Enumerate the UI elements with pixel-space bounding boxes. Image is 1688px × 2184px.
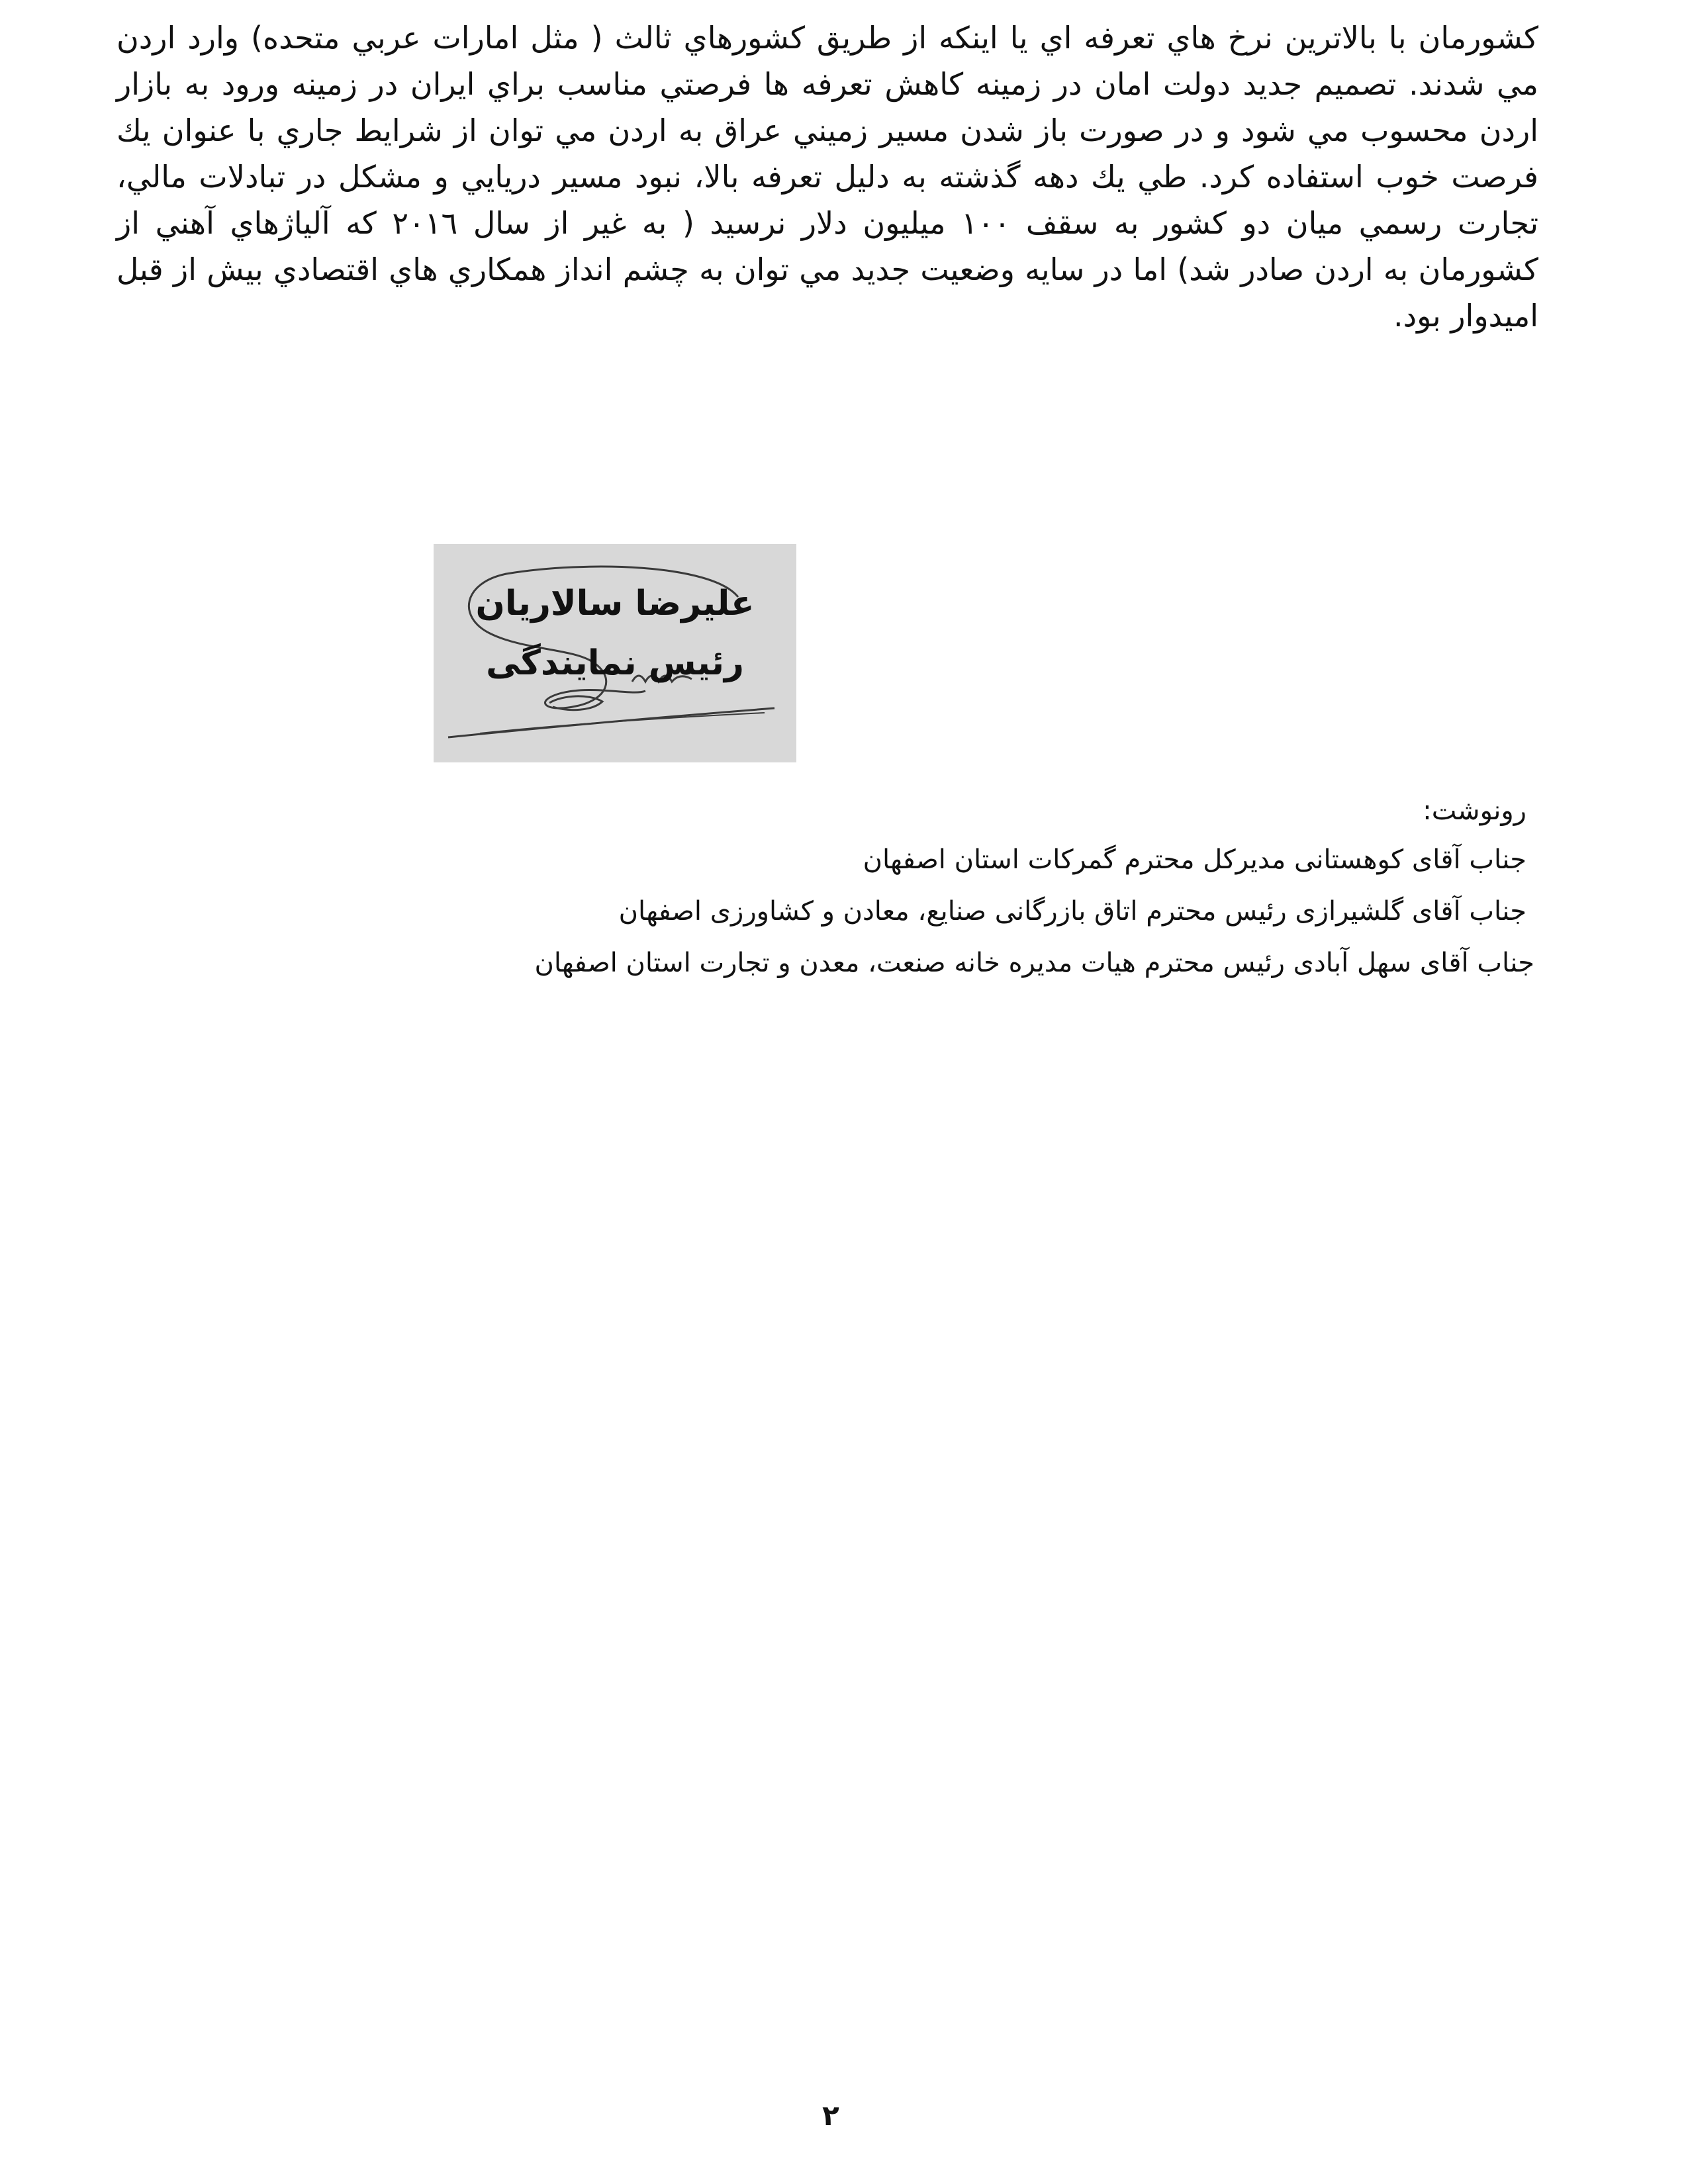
signatory-name: علیرضا سالاریان [475,584,755,623]
body-line: فرصت خوب استفاده كرد. طي يك دهه گذشته به دليل تعرفه بالا، نبود مسير دريايي و مشكل در تبادلات مالي، [117,159,1538,195]
cc-list [534,788,1534,989]
page-number: ٢ [822,2099,839,2132]
signature-block [434,544,796,762]
body-line: اميدوار بود. [1393,298,1538,334]
cc-item: جناب آقای سهل آبادی رئیس محترم هیات مدیره خانه صنعت، معدن و تجارت استان اصفهان [534,948,1534,978]
body-line: تجارت رسمي ميان دو كشور به سقف ١٠٠ ميليون دلار نرسيد ( به غير از سال ٢٠١٦ كه آلياژهاي آهني از [117,205,1538,241]
cc-item: جناب آقای گلشیرازی رئیس محترم اتاق بازرگانی صنایع، معادن و کشاورزی اصفهان [618,896,1526,927]
signatory-title: رئیس نمایندگی [486,643,744,683]
body-paragraph [117,15,1538,339]
cc-item: جناب آقای کوهستانی مدیرکل محترم گمرکات استان اصفهان [863,844,1526,875]
body-line: كشورمان با بالاترين نرخ هاي تعرفه اي يا اينكه از طريق كشورهاي ثالث ( مثل امارات عربي متحده) وارد اردن [117,20,1538,56]
body-line: كشورمان به اردن صادر شد) اما در سايه وضعيت جديد مي توان به چشم انداز همكاري هاي اقتصادي بيش از قبل [117,251,1538,287]
body-line: مي شدند. تصميم جديد دولت امان در زمينه كاهش تعرفه ها فرصتي مناسب براي ايران در زمينه ورود به بازار [117,66,1538,102]
cc-heading: رونوشت: [1423,796,1526,826]
body-line: اردن محسوب مي شود و در صورت باز شدن مسير زميني عراق به اردن مي توان از شرايط جاري با عنوان يك [117,113,1538,148]
